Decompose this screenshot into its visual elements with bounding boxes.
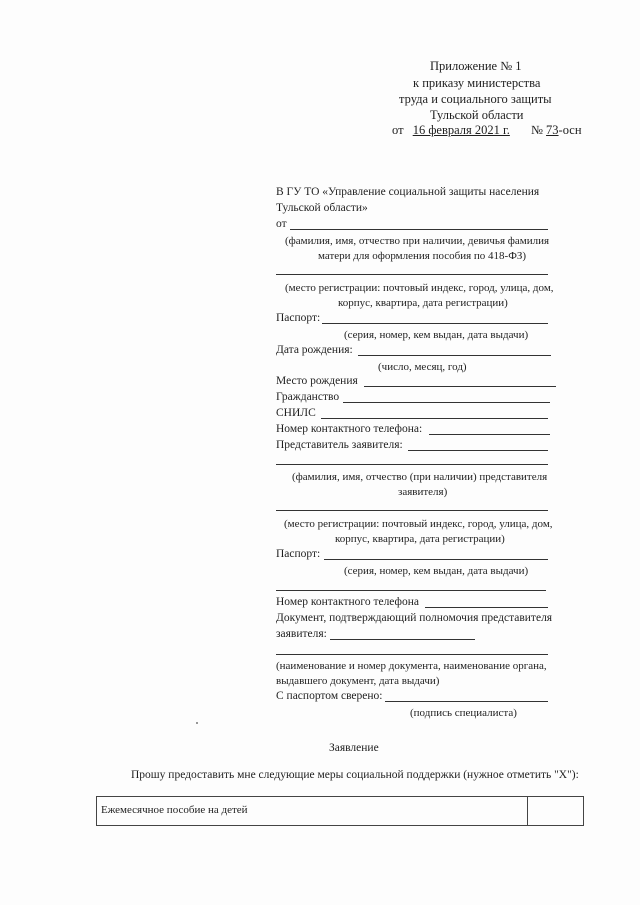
from-label: от <box>276 218 287 230</box>
birth-place-label: Место рождения <box>276 375 358 387</box>
representative-registration-field[interactable] <box>276 510 548 511</box>
representative-field[interactable] <box>408 450 548 451</box>
date-prefix: от <box>392 123 404 137</box>
monthly-child-allowance-label: Ежемесячное пособие на детей <box>101 804 248 816</box>
passport-label: Паспорт: <box>276 312 321 324</box>
number-prefix: № <box>530 123 543 137</box>
representative-label: Представитель заявителя: <box>276 439 403 451</box>
rep-passport-caption: (серия, номер, кем выдан, дата выдачи) <box>344 565 529 577</box>
appendix-order-ref: к приказу министерства <box>413 76 541 90</box>
appendix-region: Тульской области <box>430 108 524 122</box>
rep-registration-caption-1: (место регистрации: почтовый индекс, город, улица, дом, <box>284 518 553 530</box>
appendix-title: Приложение № 1 <box>430 59 522 73</box>
authority-doc-label-1: Документ, подтверждающий полномочия представителя <box>276 612 553 624</box>
appendix-ministry: труда и социального защиты <box>399 92 552 106</box>
birth-date-caption: (число, месяц, год) <box>378 361 467 373</box>
phone-field[interactable] <box>429 434 550 435</box>
phone-label: Номер контактного телефона: <box>276 423 423 435</box>
order-date: 16 февраля 2021 г. <box>412 123 510 137</box>
authority-doc-field[interactable] <box>330 639 475 640</box>
statement-title: Заявление <box>329 742 379 754</box>
order-number-suffix: -осн <box>558 123 582 137</box>
authority-doc-extra-field[interactable] <box>276 654 548 655</box>
snils-label: СНИЛС <box>276 407 316 419</box>
from-field[interactable] <box>290 229 548 230</box>
addressee-line-1: В ГУ ТО «Управление социальной защиты населения <box>276 186 540 198</box>
authority-doc-caption-2: выдавшего документ, дата выдачи) <box>276 675 440 687</box>
signature-caption: (подпись специалиста) <box>410 707 517 719</box>
birth-date-field[interactable] <box>358 355 551 356</box>
appendix-date-line <box>392 122 582 139</box>
registration-field[interactable] <box>276 274 548 275</box>
statement-intro: Прошу предоставить мне следующие меры социальной поддержки (нужное отметить "Х"): <box>131 769 579 781</box>
order-number: 73 <box>546 123 559 137</box>
rep-passport-field[interactable] <box>324 559 548 560</box>
rep-phone-label: Номер контактного телефона <box>276 596 420 608</box>
rep-passport-label: Паспорт: <box>276 548 321 560</box>
representative-caption-1: (фамилия, имя, отчество (при наличии) представителя <box>292 471 548 483</box>
representative-caption-2: заявителя) <box>398 486 448 498</box>
registration-caption-1: (место регистрации: почтовый индекс, город, улица, дом, <box>285 282 554 294</box>
rep-registration-caption-2: корпус, квартира, дата регистрации) <box>335 533 505 545</box>
rep-phone-field[interactable] <box>425 607 548 608</box>
rep-passport-extra-field[interactable] <box>276 590 546 591</box>
citizenship-field[interactable] <box>343 402 550 403</box>
specialist-signature-field[interactable] <box>385 701 548 702</box>
authority-doc-caption-1: (наименование и номер документа, наименование органа, <box>276 660 547 672</box>
passport-caption: (серия, номер, кем выдан, дата выдачи) <box>344 329 529 341</box>
scan-speck <box>196 722 198 724</box>
monthly-child-allowance-checkbox[interactable] <box>528 797 583 825</box>
from-caption-1: (фамилия, имя, отчество при наличии, девичья фамилия <box>285 235 550 247</box>
birth-place-field[interactable] <box>364 386 556 387</box>
authority-doc-label-2: заявителя: <box>276 628 327 640</box>
registration-caption-2: корпус, квартира, дата регистрации) <box>338 297 508 309</box>
citizenship-label: Гражданство <box>276 391 340 403</box>
from-caption-2: матери для оформления пособия по 418-ФЗ) <box>318 250 527 262</box>
passport-field[interactable] <box>322 323 548 324</box>
snils-field[interactable] <box>321 418 548 419</box>
birth-date-label: Дата рождения: <box>276 344 353 356</box>
representative-name-field[interactable] <box>276 464 548 465</box>
passport-verified-label: С паспортом сверено: <box>276 690 383 702</box>
addressee-line-2: Тульской области» <box>276 202 368 214</box>
